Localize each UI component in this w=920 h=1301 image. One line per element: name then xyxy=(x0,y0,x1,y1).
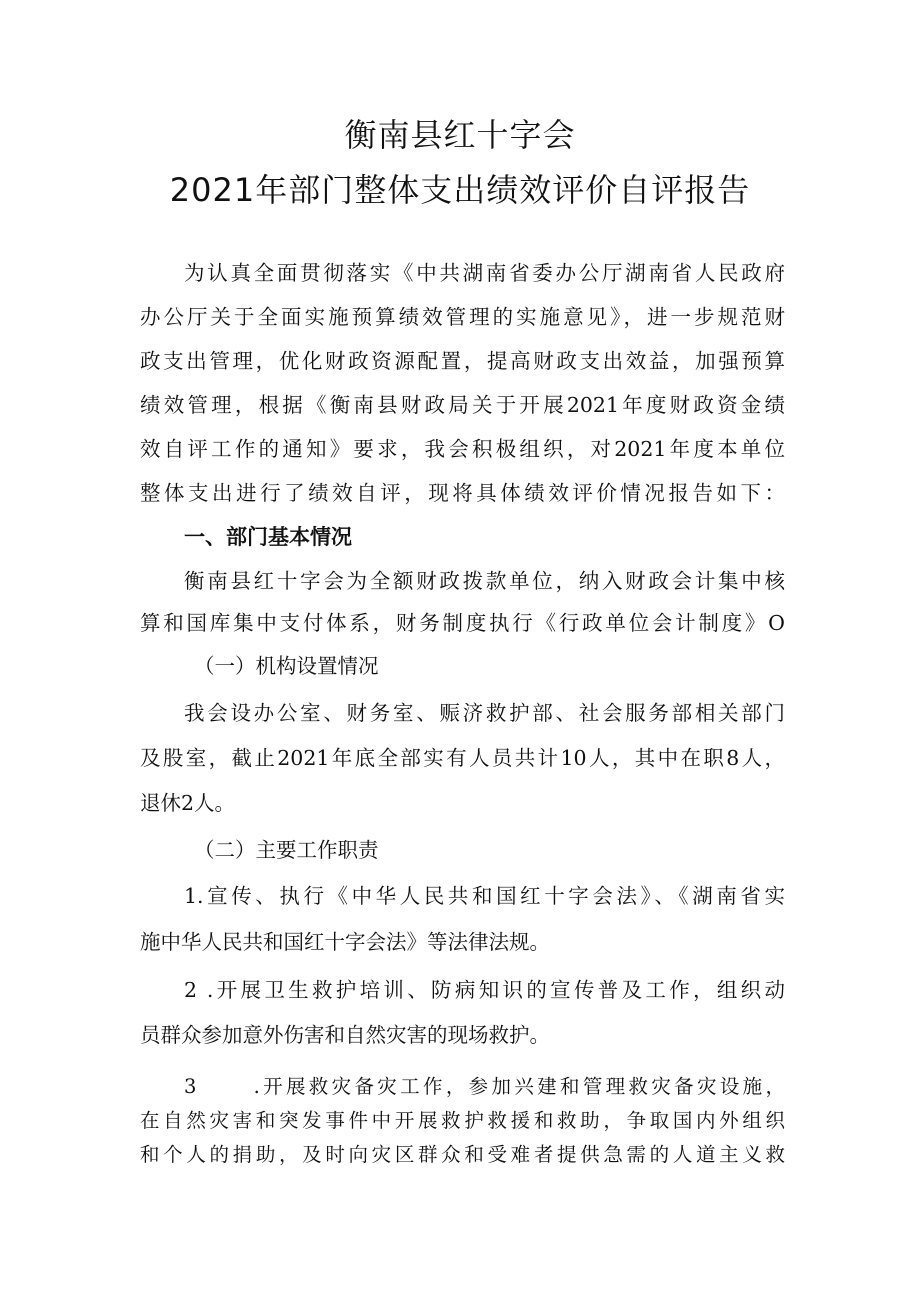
intro-line: 效自评工作的通知》要求，我会积极组织，对2021年度本单位 xyxy=(140,437,785,461)
section1-line: 衡南县红十字会为全额财政拨款单位，纳入财政会计集中核 xyxy=(184,569,785,593)
sub1-line: 我会设办公室、财务室、赈济救护部、社会服务部相关部门 xyxy=(184,701,785,725)
subsection-heading: （一）机构设置情况 xyxy=(194,654,379,678)
sub1-line: 及股室，截止2021年底全部实有人员共计10人，其中在职8人， xyxy=(140,746,785,770)
duty-item-line: 3 .开展救灾备灾工作，参加兴建和管理救灾备灾设施， xyxy=(184,1075,785,1098)
document-title-line1: 衡南县红十字会 xyxy=(344,116,576,154)
duty-item-line: 1.宣传、执行《中华人民共和国红十字会法》、《湖南省实 xyxy=(184,884,785,908)
duty-item-line: 员群众参加意外伤害和自然灾害的现场救护。 xyxy=(140,1023,550,1047)
duty-item-line: 施中华人民共和国红十字会法》等法律法规。 xyxy=(140,930,550,954)
section-heading: 一、部门基本情况 xyxy=(184,525,352,549)
sub1-line: 退休2人。 xyxy=(140,791,236,815)
intro-line: 为认真全面贯彻落实《中共湖南省委办公厅湖南省人民政府 xyxy=(184,261,785,285)
subsection-heading: （二）主要工作职责 xyxy=(194,838,379,862)
duty-item-line: 2 .开展卫生救护培训、防病知识的宣传普及工作，组织动 xyxy=(184,978,785,1002)
duty-item-line: 在自然灾害和突发事件中开展救护救援和救助，争取国内外组织 xyxy=(140,1109,785,1132)
intro-line: 政支出管理，优化财政资源配置，提高财政支出效益，加强预算 xyxy=(140,349,785,373)
document-title-line2: 2021年部门整体支出绩效评价自评报告 xyxy=(169,171,751,209)
intro-line: 整体支出进行了绩效自评，现将具体绩效评价情况报告如下： xyxy=(140,481,785,505)
duty-item-line: 和个人的捐助，及时向灾区群众和受难者提供急需的人道主义救 xyxy=(140,1143,785,1166)
section1-line: 算和国库集中支付体系，财务制度执行《行政单位会计制度》O xyxy=(140,611,785,635)
intro-line: 办公厅关于全面实施预算绩效管理的实施意见》，进一步规范财 xyxy=(140,305,785,329)
intro-line: 绩效管理，根据《衡南县财政局关于开展2021年度财政资金绩 xyxy=(140,393,785,417)
